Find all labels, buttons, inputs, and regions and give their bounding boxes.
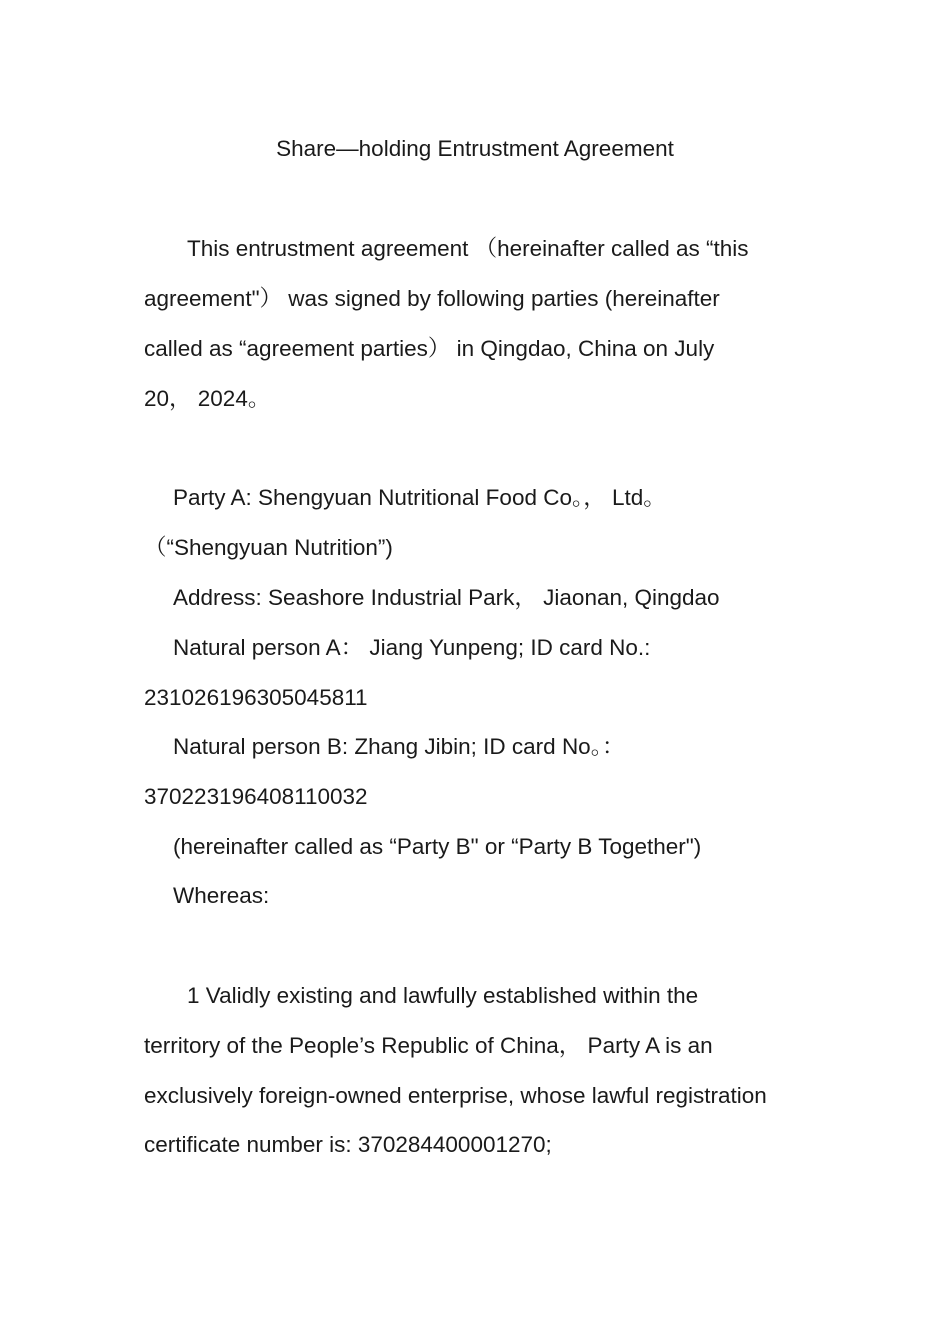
party-a-name: Party A: Shengyuan Nutritional Food Co。， Ltd。: [173, 485, 666, 510]
natural-person-a: Natural person A： Jiang Yunpeng; ID card No.:: [173, 635, 651, 660]
clause-1-line-2: territory of the People’s Republic of China， Party A is an: [144, 1033, 713, 1058]
clause-1-line-4: certificate number is: 370284400001270;: [144, 1132, 552, 1157]
natural-person-b-id: 370223196408110032: [144, 784, 368, 809]
whereas-label: Whereas:: [173, 883, 270, 908]
intro-line-3: called as “agreement parties） in Qingdao, China on July: [144, 336, 715, 361]
clause-1-line-3: exclusively foreign-owned enterprise, whose lawful registration: [144, 1083, 767, 1108]
party-a-address: Address: Seashore Industrial Park， Jiaonan, Qingdao: [173, 585, 720, 610]
document-title: Share—holding Entrustment Agreement: [276, 136, 674, 161]
intro-line-1: This entrustment agreement （hereinafter called as “this: [187, 236, 749, 261]
intro-line-4: 20， 2024。: [144, 386, 271, 411]
natural-person-b: Natural person B: Zhang Jibin; ID card No。：: [173, 734, 625, 759]
party-a-alias: （“Shengyuan Nutrition”): [144, 535, 393, 560]
clause-1-line-1: 1 Validly existing and lawfully established within the: [187, 983, 699, 1008]
party-b-note: (hereinafter called as “Party B" or “Party B Together"): [173, 834, 702, 859]
natural-person-a-id: 231026196305045811: [144, 685, 368, 710]
intro-line-2: agreement"） was signed by following parties (hereinafter: [144, 286, 720, 311]
